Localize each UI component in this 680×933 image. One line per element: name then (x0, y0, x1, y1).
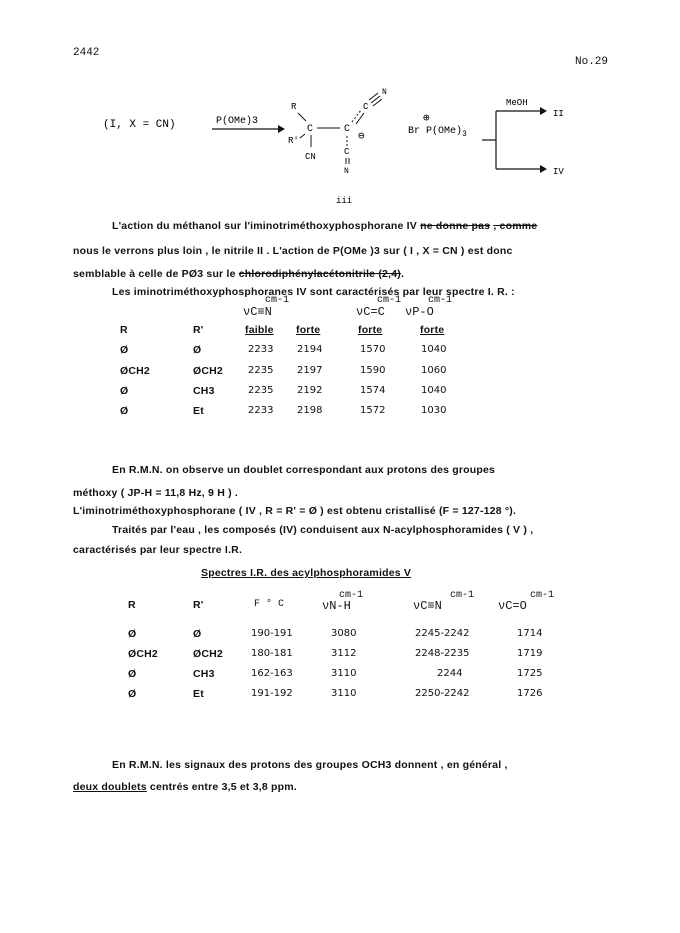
table1-col-cc: νC=C (356, 305, 385, 319)
table1-header-forte3: forte (420, 324, 445, 336)
table2-header-co: νC=O (498, 599, 527, 613)
table1-cell: Ø (120, 385, 129, 397)
table1-cell: 2198 (297, 405, 323, 416)
para3-line1: En R.M.N. les signaux des protons des groupes OCH3 donnent , en général , (112, 759, 508, 771)
para1-line2: nous le verrons plus loin , le nitrile II . L'action de P(OMe )3 sur ( I , X = CN ) est donc (73, 245, 513, 257)
scheme-charge-minus: ⊖ (358, 131, 365, 143)
para1-line1: L'action du méthanol sur l'iminotriméthoxyphosphorane IV ne donne pas , comme (112, 220, 538, 232)
table1-cell: 1572 (360, 405, 386, 416)
scheme-reactant: (I, X = CN) (103, 119, 176, 131)
para1-line3: semblable à celle de PØ3 sur le chlorodiphénylacétonitrile (2,4). (73, 268, 405, 280)
table2-cell: 162-163 (251, 668, 293, 679)
table1-caption: Les iminotriméthoxyphosphoranes IV sont caractérisés par leur spectre I. R. : (112, 286, 515, 298)
scheme-cn-group: CN (305, 152, 316, 162)
table2-cell: 2245-2242 (415, 628, 470, 639)
table1-header-r1: R' (193, 324, 204, 336)
table2-cell: 1714 (517, 628, 543, 639)
table2-cell: 2248-2235 (415, 648, 470, 659)
table2-cell: 1719 (517, 648, 543, 659)
table1-cell: 2197 (297, 365, 323, 376)
table2-cell: 3110 (331, 688, 357, 699)
table1-cell: 2192 (297, 385, 323, 396)
table2-cell: 2250-2242 (415, 688, 470, 699)
para2-line5: caractérisés par leur spectre I.R. (73, 544, 243, 556)
table1-cell: Ø (120, 344, 129, 356)
table2-cell: 2244 (437, 668, 463, 679)
table1-cell: 1040 (421, 385, 447, 396)
table2-cell: CH3 (193, 668, 215, 680)
table2-cell: 3080 (331, 628, 357, 639)
table1-cell: Et (193, 405, 204, 417)
table2-unit-co: cm-1 (530, 590, 555, 601)
table1-header-r: R (120, 324, 128, 336)
table1-col-cn: νC≡N (243, 305, 272, 319)
page-number: 2442 (73, 47, 100, 59)
para3-line2: deux doublets centrés entre 3,5 et 3,8 ppm. (73, 781, 297, 793)
table2-cell: Ø (128, 688, 137, 700)
table1-cell: 2235 (248, 365, 274, 376)
table2-cell: 180-181 (251, 648, 293, 659)
table2-cell: ØCH2 (193, 648, 223, 660)
scheme-sub-r: R (291, 102, 297, 112)
table1-header-forte1: forte (296, 324, 321, 336)
table2-cell: 1726 (517, 688, 543, 699)
table1-cell: CH3 (193, 385, 215, 397)
table2-cell: Ø (193, 628, 202, 640)
table1-cell: 2194 (297, 344, 323, 355)
table2-unit-nh: cm-1 (339, 590, 364, 601)
table1-cell: 1590 (360, 365, 386, 376)
table2-cell: 191-192 (251, 688, 293, 699)
table1-cell: 1570 (360, 344, 386, 355)
para2-line4: Traités par l'eau , les composés (IV) conduisent aux N-acylphosphoramides ( V ) , (112, 524, 534, 536)
table1-header-faible: faible (245, 324, 274, 336)
para2-line3: L'iminotriméthoxyphosphorane ( IV , R = R' = Ø ) est obtenu cristallisé (F = 127-128 °). (73, 505, 517, 517)
table1-cell: ØCH2 (193, 365, 223, 377)
para2-line1: En R.M.N. on observe un doublet correspondant aux protons des groupes (112, 464, 496, 476)
reaction-scheme (0, 85, 680, 210)
table1-cell: Ø (193, 344, 202, 356)
table2-cell: ØCH2 (128, 648, 158, 660)
table1-cell: 1574 (360, 385, 386, 396)
table1-header-forte2: forte (358, 324, 383, 336)
scheme-atom-n1: N (382, 88, 387, 97)
table2-header-r1: R' (193, 599, 204, 611)
table1-unit-cc: cm-1 (377, 295, 402, 306)
scheme-product-iv: IV (553, 167, 564, 177)
table1-cell: ØCH2 (120, 365, 150, 377)
scheme-atom-c3: C (363, 102, 369, 112)
scheme-sub-r1: R' (288, 136, 299, 146)
table2-cell: Ø (128, 628, 137, 640)
scheme-counter-ion: Br $P(OMe)_3$ (408, 126, 467, 139)
scheme-atom-n2: N (344, 167, 349, 176)
table2-cell: 3112 (331, 648, 357, 659)
table2-header-f: F ° C (254, 599, 285, 610)
para2-line2: méthoxy ( JP-H = 11,8 Hz, 9 H ) . (73, 487, 239, 499)
table1-cell: 1040 (421, 344, 447, 355)
table2-title: Spectres I.R. des acylphosphoramides V (201, 567, 412, 579)
compound-label: iii (336, 196, 353, 206)
table2-cell: 190-191 (251, 628, 293, 639)
reaction-arrow-head (278, 125, 285, 133)
table1-unit-cn: cm-1 (265, 295, 290, 306)
table2-cell: Ø (128, 668, 137, 680)
scheme-charge-plus: ⊕ (423, 113, 430, 125)
table1-unit-po: cm-1 (428, 295, 453, 306)
table2-cell: Et (193, 688, 204, 700)
table1-col-po: νP-O (405, 305, 434, 319)
table2-header-cn: νC≡N (413, 599, 442, 613)
table2-cell: 1725 (517, 668, 543, 679)
scheme-reagent: P(OMe)3 (216, 116, 259, 127)
table2-header-nh: νN-H (322, 599, 351, 613)
scheme-meoh: MeOH (506, 98, 528, 108)
table1-cell: 2233 (248, 405, 274, 416)
table2-cell: 3110 (331, 668, 357, 679)
table1-cell: Ø (120, 405, 129, 417)
scheme-product-ii: II (553, 109, 564, 119)
table2-unit-cn: cm-1 (450, 590, 475, 601)
scheme-atom-c1: C (307, 124, 314, 135)
table1-cell: 2235 (248, 385, 274, 396)
table1-cell: 1030 (421, 405, 447, 416)
scheme-atom-c2: C (344, 124, 351, 135)
table1-cell: 2233 (248, 344, 274, 355)
issue-number: No.29 (575, 56, 609, 68)
scheme-atom-c4: C (344, 147, 350, 157)
table2-header-r: R (128, 599, 136, 611)
table1-cell: 1060 (421, 365, 447, 376)
